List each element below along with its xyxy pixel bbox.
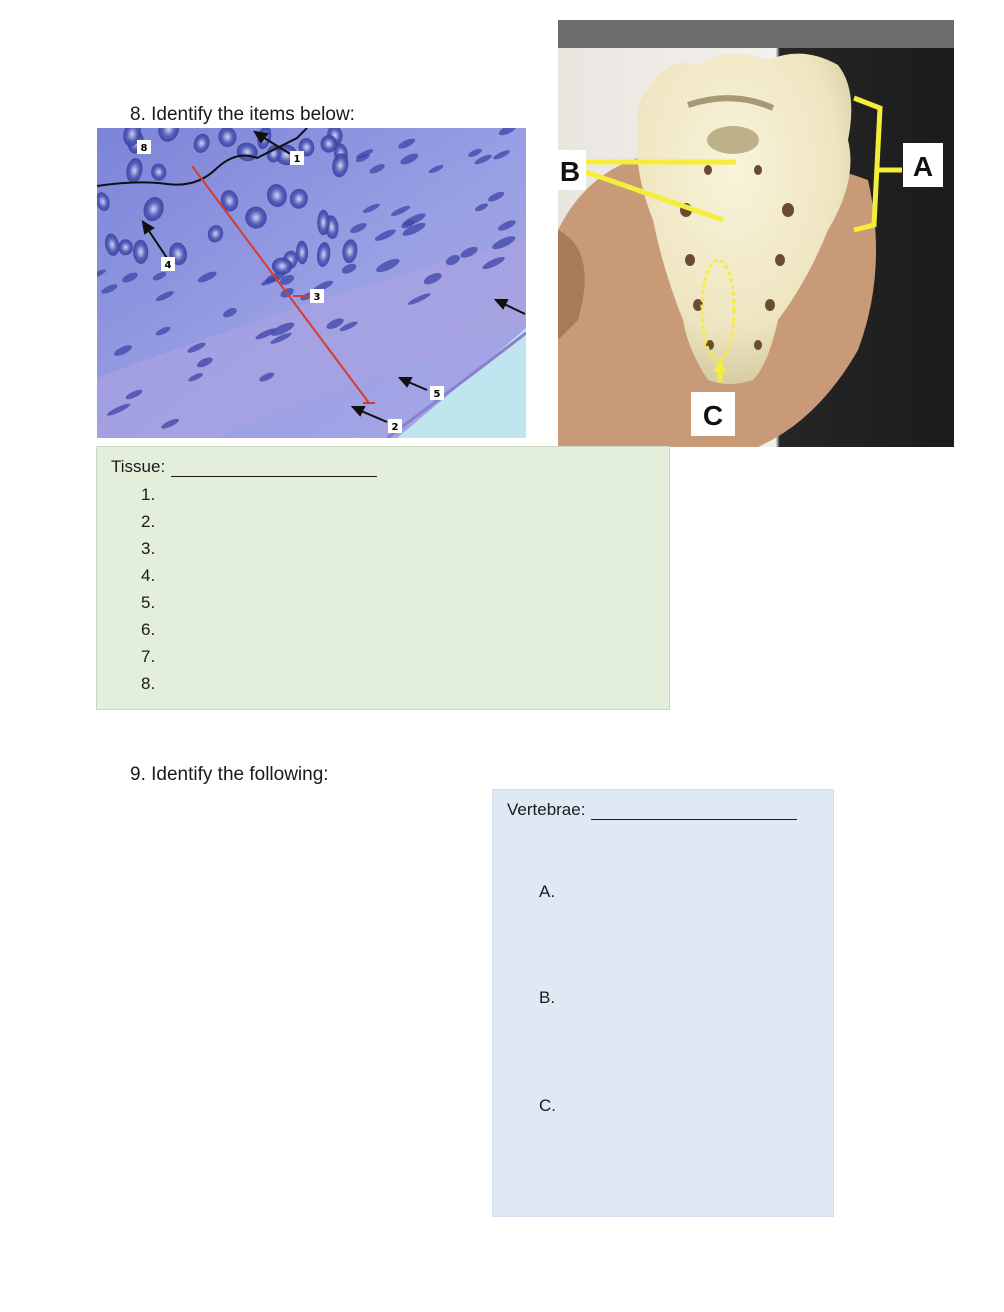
- micro-label-2: 2: [391, 422, 399, 433]
- list-item: 8.: [141, 674, 156, 693]
- chondrocyte-nucleus: [272, 258, 293, 275]
- photo-label-b: B: [559, 156, 581, 187]
- cartilage-micrograph: [97, 128, 526, 438]
- list-item: 6.: [141, 620, 156, 639]
- vertebrae-item-b: B.: [539, 988, 556, 1007]
- photo-label-a: A: [912, 151, 934, 182]
- micro-label-5: 5: [433, 389, 441, 400]
- tissue-item-list: [141, 481, 155, 697]
- tissue-answer-box: [96, 446, 670, 710]
- list-item: 1.: [141, 485, 156, 504]
- vertebrae-label: Vertebrae:: [507, 800, 586, 819]
- list-item: 7.: [141, 647, 156, 666]
- micro-label-8: 8: [140, 143, 148, 154]
- list-item: 2.: [141, 512, 156, 531]
- list-item: 4.: [141, 566, 156, 585]
- photo-label-c: C: [702, 400, 724, 431]
- vertebrae-item-a: A.: [539, 882, 556, 901]
- question-8-title: 8. Identify the items below:: [130, 104, 355, 125]
- vertebrae-item-c: C.: [539, 1096, 556, 1115]
- micro-label-4: 4: [164, 260, 172, 271]
- tissue-blank-line[interactable]: [171, 476, 377, 477]
- sacrum-photo: [558, 20, 954, 447]
- list-item: 3.: [141, 539, 156, 558]
- micro-label-3: 3: [313, 292, 321, 303]
- tissue-label: Tissue:: [111, 457, 166, 476]
- vertebrae-field[interactable]: [507, 800, 797, 820]
- list-item: 5.: [141, 593, 156, 612]
- vertebrae-answer-box: [492, 789, 834, 1217]
- vertebrae-blank-line[interactable]: [591, 819, 797, 820]
- tissue-field[interactable]: [111, 457, 377, 477]
- micro-label-1: 1: [293, 154, 301, 165]
- question-9-title: 9. Identify the following:: [130, 764, 329, 785]
